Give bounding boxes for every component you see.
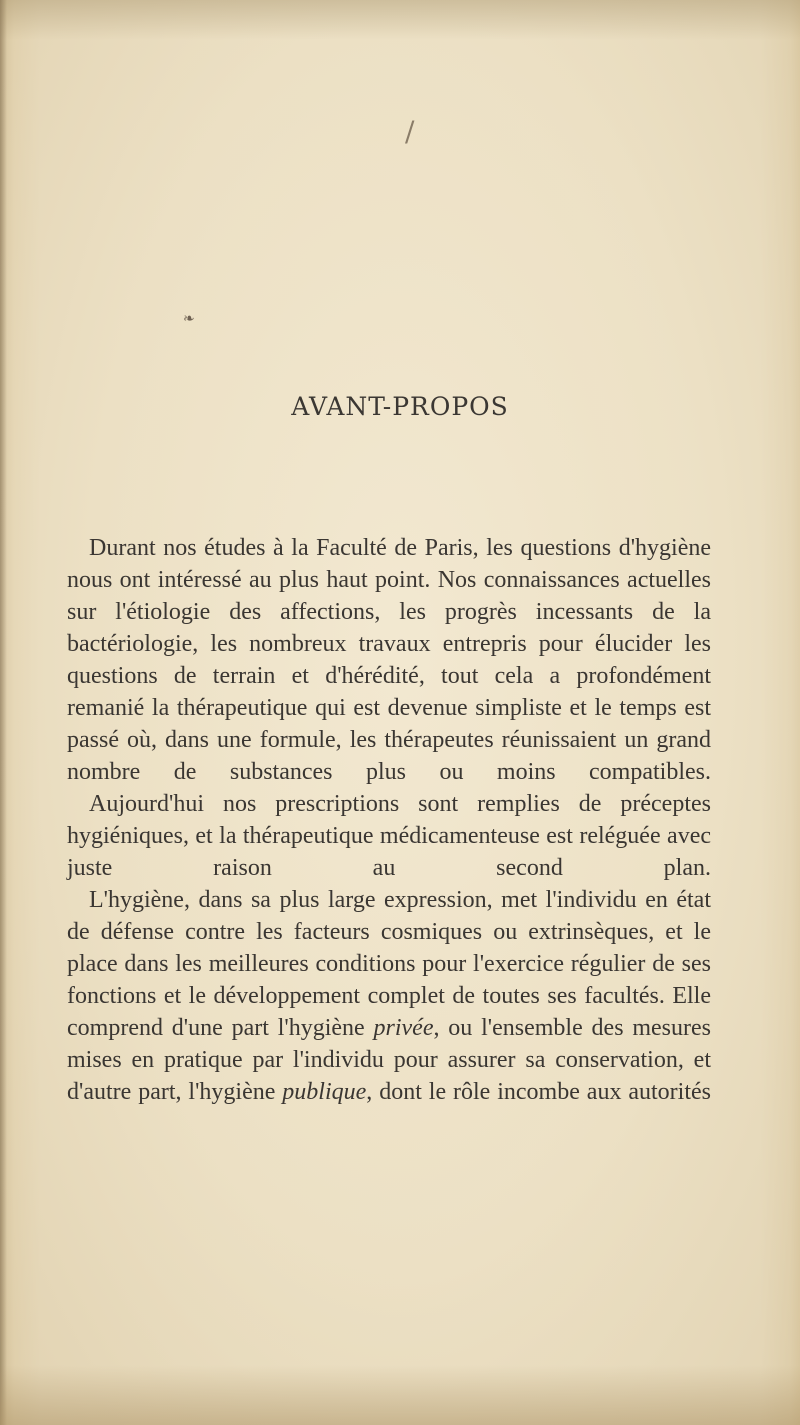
page-top-shadow xyxy=(0,0,800,40)
body-text xyxy=(67,532,711,1108)
paragraph-3-part-1: L'hygiène, dans sa plus large expression, met l'individu en état de défense contre les facteurs cosmiques ou extrinsèques, et le place dans les meilleures conditions pour l'exercice régulier de ses fonctions et le développement complet de toutes ses facultés. Elle comprend d'une part l'hygiène xyxy=(67,887,711,1041)
paragraph-2: Aujourd'hui nos prescriptions sont remplies de préceptes hygiéniques, et la thérapeutique médicamenteuse est reléguée avec juste raison au second plan. xyxy=(67,791,711,881)
page-bottom-shadow xyxy=(0,1365,800,1425)
paragraph-3-part-2: , ou l'ensemble des mesures mises en pratique par l'individu pour assurer sa conservation, et d'autre part, l'hygiène xyxy=(67,1015,712,1105)
emphasis-publique: publique xyxy=(282,1079,367,1105)
chapter-title: AVANT-PROPOS xyxy=(291,392,509,421)
paragraph-3 xyxy=(67,884,711,1108)
paragraph-1: Durant nos études à la Faculté de Paris, les questions d'hygiène nous ont intéressé au plus haut point. Nos connaissances actuelles sur l'étiologie des affections, les progrès incessants de la bactériologie, les nombreux travaux entrepris pour élucider les questions de terrain et d'hérédité, tout cela a profondément remanié la thérapeutique qui est devenue simpliste et le temps est passé où, dans une formule, les thérapeutes réunissaient un grand nombre de substances plus ou moins compatibles. xyxy=(67,535,711,785)
emphasis-privee: privée xyxy=(373,1015,434,1041)
paper-mark: / xyxy=(405,115,415,148)
paragraph-3-part-3: , dont le rôle incombe aux autorités xyxy=(366,1079,711,1105)
ink-speck: ❧ xyxy=(183,311,195,327)
page-left-edge xyxy=(0,0,7,1425)
